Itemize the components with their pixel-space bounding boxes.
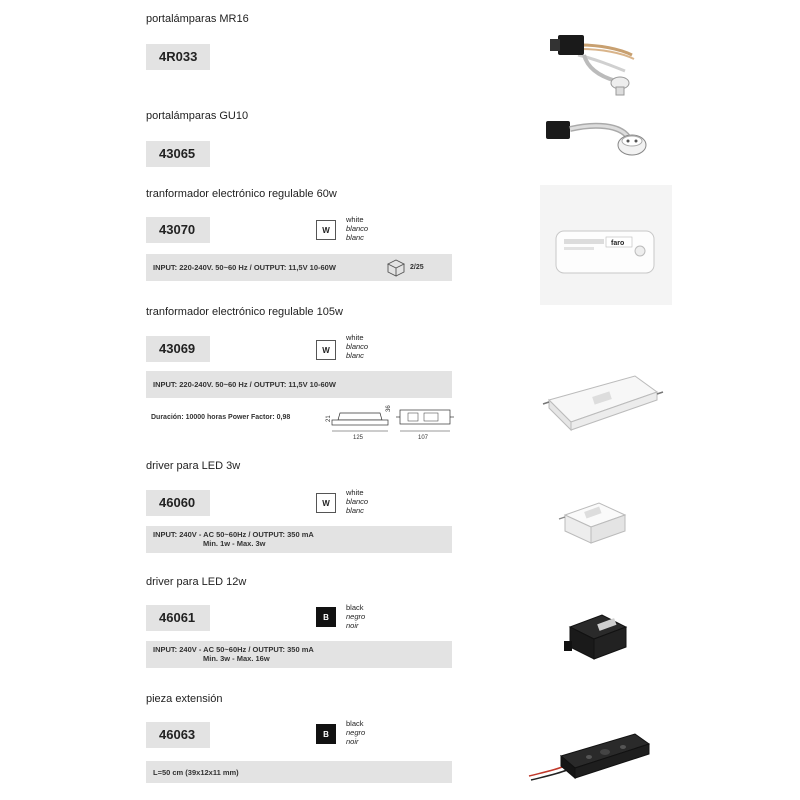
color-swatch-white: W — [316, 493, 336, 513]
color-labels: white blanco blanc — [346, 215, 369, 242]
product-code: 46061 — [146, 605, 210, 631]
product-code: 4R033 — [146, 44, 210, 70]
color-swatch-white: W — [316, 340, 336, 360]
spec-line: L=50 cm (39x12x11 mm) — [153, 768, 239, 777]
dimension-drawing — [328, 404, 456, 440]
dim-width: 125 — [353, 435, 364, 441]
pack-cell — [380, 254, 452, 281]
duration-power-factor: Duración: 10000 horas Power Factor: 0,98 — [151, 414, 291, 421]
dim-height: 21 — [326, 415, 332, 422]
transformer-105w-image — [535, 370, 665, 440]
product-code: 43070 — [146, 217, 210, 243]
spec-line: INPUT: 240V - AC 50~60Hz / OUTPUT: 350 mA — [153, 645, 314, 654]
color-labels: black negro noir — [346, 719, 366, 746]
color-swatch-black: B — [316, 607, 336, 627]
extension-piece-image — [525, 720, 655, 790]
product-code: 46060 — [146, 490, 210, 516]
product-title: driver para LED 12w — [146, 576, 247, 588]
dim-depth: 36 — [386, 405, 392, 412]
product-title: tranformador electrónico regulable 105w — [146, 306, 343, 318]
box-package-icon — [386, 258, 406, 277]
gu10-lampholder-image — [540, 105, 658, 170]
product-title: portalámparas MR16 — [146, 13, 249, 25]
spec-bar — [146, 761, 452, 783]
spec-line: Min. 3w - Max. 16w — [203, 654, 270, 663]
dim-length: 107 — [418, 435, 429, 441]
spec-line: INPUT: 220-240V. 50~60 Hz / OUTPUT: 11,5V 10-60W — [153, 263, 336, 272]
spec-line: Min. 1w - Max. 3w — [203, 539, 266, 548]
brand-label: faro — [611, 240, 625, 247]
spec-bar — [146, 526, 452, 553]
transformer-60w-image — [540, 185, 672, 305]
spec-bar — [146, 371, 452, 398]
product-title: driver para LED 3w — [146, 460, 241, 472]
color-swatch-black: B — [316, 724, 336, 744]
product-title: tranformador electrónico regulable 60w — [146, 188, 337, 200]
product-title: pieza extensión — [146, 693, 223, 705]
product-code: 43065 — [146, 141, 210, 167]
mr16-lampholder-image — [540, 15, 658, 100]
product-title: portalámparas GU10 — [146, 110, 249, 122]
product-code: 46063 — [146, 722, 210, 748]
spec-bar — [146, 641, 452, 668]
led-driver-12w-image — [560, 605, 632, 667]
product-code: 43069 — [146, 336, 210, 362]
color-labels: white blanco blanc — [346, 488, 369, 515]
spec-line: INPUT: 220-240V. 50~60 Hz / OUTPUT: 11,5V 10-60W — [153, 380, 336, 389]
pack-quantity: 2/25 — [410, 264, 424, 271]
color-labels: white blanco blanc — [346, 333, 369, 360]
color-labels: black negro noir — [346, 603, 366, 630]
spec-line: INPUT: 240V - AC 50~60Hz / OUTPUT: 350 mA — [153, 530, 314, 539]
color-swatch-white: W — [316, 220, 336, 240]
led-driver-3w-image — [555, 495, 635, 553]
